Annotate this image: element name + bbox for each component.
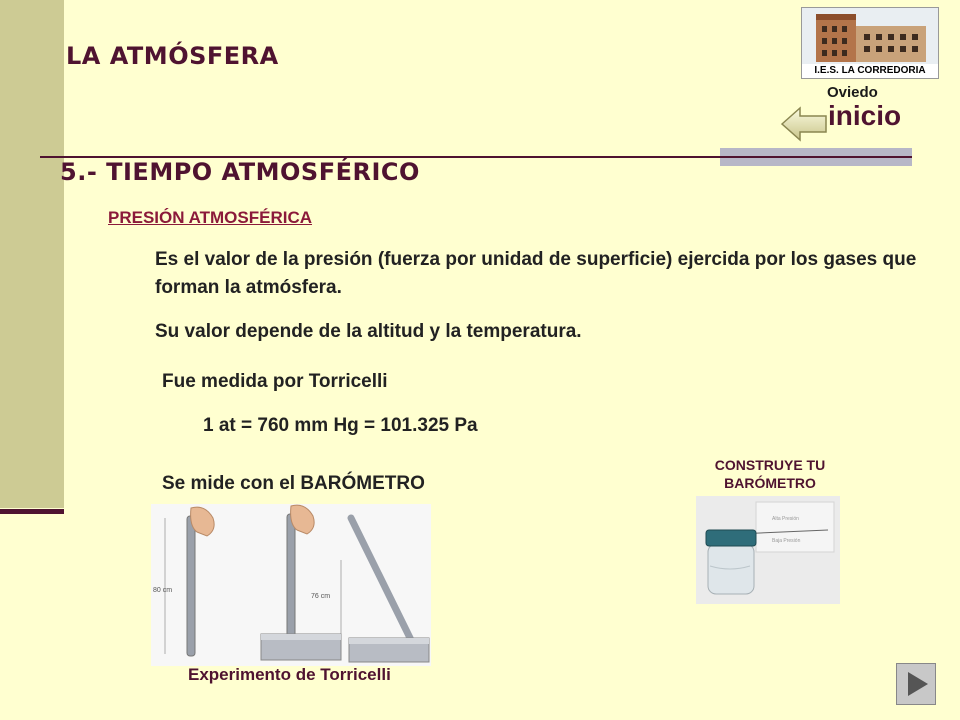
page-title: LA ATMÓSFERA — [66, 42, 279, 70]
section-heading: 5.- TIEMPO ATMOSFÉRICO — [60, 158, 420, 186]
subheading-link[interactable]: PRESIÓN ATMOSFÉRICA — [108, 208, 313, 227]
tube-height-label-left: 80 cm — [153, 587, 173, 594]
city-label: Oviedo — [827, 84, 878, 101]
tube-height-label-right: 76 cm — [311, 593, 331, 600]
header-divider-bar-lower — [720, 158, 912, 166]
sidebar-decoration — [0, 0, 64, 508]
homemade-barometer-image — [696, 496, 840, 604]
measured-by-text: Fue medida por Torricelli — [162, 371, 388, 392]
build-barometer-line2: BARÓMETRO — [724, 475, 816, 491]
school-logo — [801, 7, 939, 79]
dependence-text: Su valor depende de la altitud y la temperatura. — [155, 321, 582, 342]
equivalence-text: 1 at = 760 mm Hg = 101.325 Pa — [203, 415, 478, 436]
play-right-icon — [897, 664, 935, 704]
home-link[interactable]: inicio — [828, 100, 902, 131]
sidebar-accent-line — [0, 509, 64, 514]
build-barometer-title[interactable] — [680, 456, 860, 492]
torricelli-caption: Experimento de Torricelli — [188, 665, 391, 684]
high-pressure-label: Alta Presión — [772, 516, 799, 522]
definition-text: Es el valor de la presión (fuerza por unidad de superficie) ejercida por los gases que forman la atmósfera. — [155, 249, 917, 298]
build-barometer-line1: CONSTRUYE TU — [714, 457, 826, 473]
torricelli-experiment-image — [151, 504, 431, 666]
logo-text: I.E.S. LA CORREDORIA — [814, 65, 926, 76]
low-pressure-label: Baja Presión — [772, 538, 801, 544]
arrow-left-icon[interactable] — [780, 104, 828, 144]
school-building-image — [802, 8, 939, 64]
next-slide-button[interactable] — [896, 663, 936, 705]
instrument-text: Se mide con el BARÓMETRO — [162, 473, 425, 494]
